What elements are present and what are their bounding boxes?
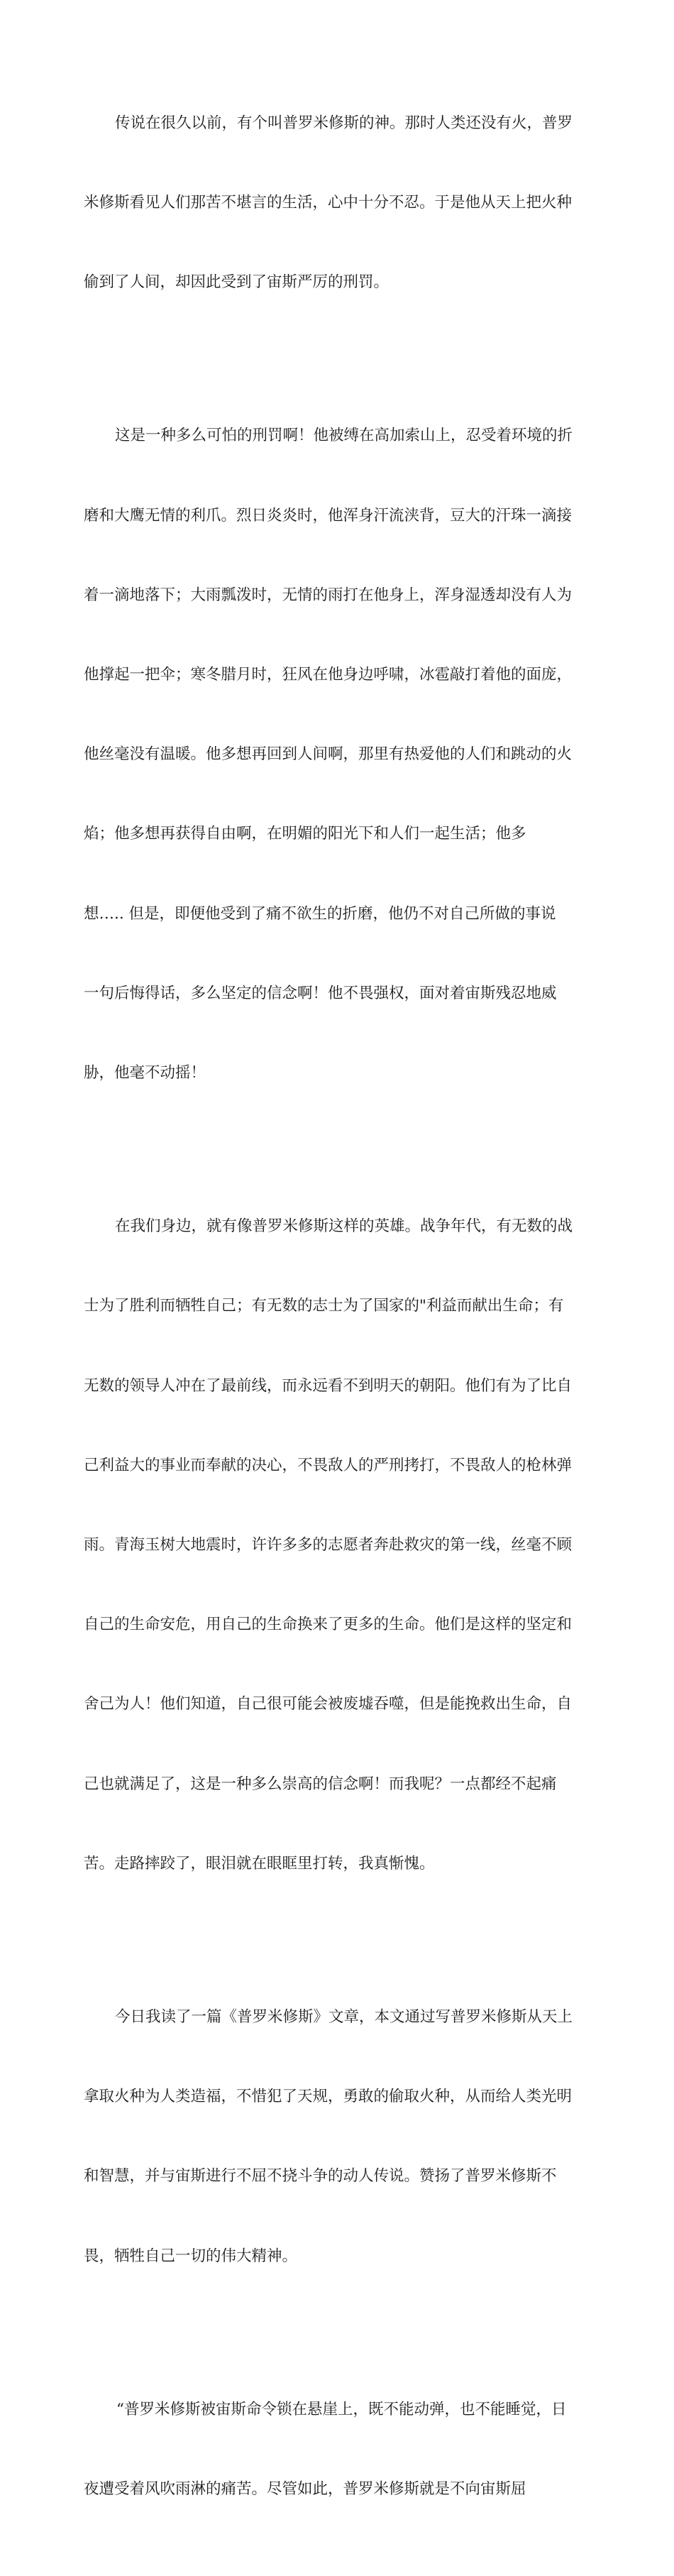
text-line: 在我们身边，就有像普罗米修斯这样的英雄。战争年代，有无数的战 — [115, 1217, 573, 1236]
text-line: 米修斯看见人们那苦不堪言的生活，心中十分不忍。于是他从天上把火种 — [84, 194, 573, 212]
text-line: 己利益大的事业而奉献的决心，不畏敌人的严刑拷打，不畏敌人的枪林弹 — [84, 1456, 573, 1474]
text-line: 无数的领导人冲在了最前线，而永远看不到明天的朝阳。他们有为了比自 — [84, 1376, 573, 1395]
paragraph-2 — [84, 369, 596, 1139]
text-line: 夜遭受着风吹雨淋的痛苦。尽管如此，普罗米修斯就是不向宙斯屈 — [84, 2479, 526, 2498]
text-line: 他丝毫没有温暖。他多想再回到人间啊，那里有热爱他的人们和跳动的火 — [84, 745, 573, 764]
text-line: 想….. 但是，即便他受到了痛不欲生的折磨，他仍不对自己所做的事说 — [84, 904, 556, 923]
text-line: 偷到了人间，却因此受到了宙斯严厉的刑罚。 — [84, 273, 390, 292]
text-line: 士为了胜利而牺牲自己；有无数的志士为了国家的"利益而献出生命；有 — [84, 1297, 564, 1315]
text-line: 一句后悔得话，多么坚定的信念啊！他不畏强权，面对着宙斯残忍地威 — [84, 984, 557, 1002]
text-line: 苦。走路摔跤了，眼泪就在眼眶里打转，我真惭愧。 — [84, 1854, 435, 1873]
text-line: 他撑起一把伞；寒冬腊月时，狂风在他身边呼啸，冰雹敲打着他的面庞， — [84, 665, 573, 684]
text-line: 畏，牺牲自己一切的伟大精神。 — [84, 2247, 298, 2265]
text-line: 今日我读了一篇《普罗米修斯》文章，本文通过写普罗米修斯从天上 — [115, 2007, 573, 2026]
paragraph-1 — [84, 57, 596, 349]
text-line: 和智慧，并与宙斯进行不屈不挠斗争的动人传说。赞扬了普罗米修斯不 — [84, 2167, 557, 2186]
paragraph-4 — [84, 1951, 596, 2323]
text-line: 舍己为人！他们知道，自己很可能会被废墟吞噬，但是能挽救出生命，自 — [84, 1695, 573, 1714]
text-line: 自己的生命安危，用自己的生命换来了更多的生命。他们是这样的坚定和 — [84, 1616, 573, 1634]
text-line: 着一滴地落下；大雨瓢泼时，无情的雨打在他身上，浑身湿透却没有人为 — [84, 586, 573, 604]
text-line: 胁，他毫不动摇！ — [84, 1064, 206, 1083]
text-line: 磨和大鹰无情的利爪。烈日炎炎时，他浑身汗流浃背，豆大的汗珠一滴接 — [84, 506, 573, 525]
text-line: “普罗米修斯被宙斯命令锁在悬崖上，既不能动弹，也不能睡觉，日 — [116, 2400, 567, 2418]
text-line: 焰；他多想再获得自由啊，在明媚的阳光下和人们一起生活；他多 — [84, 825, 526, 843]
paragraph-3 — [84, 1160, 596, 1930]
document-body — [84, 57, 596, 2576]
text-line: 己也就满足了，这是一种多么崇高的信念啊！而我呢？一点都经不起痛 — [84, 1775, 557, 1793]
text-line: 雨。青海玉树大地震时，许许多多的志愿者奔赴救灾的第一线，丝毫不顾 — [84, 1535, 573, 1554]
text-line: 拿取火种为人类造福，不惜犯了天规，勇敢的偷取火种，从而给人类光明 — [84, 2088, 573, 2106]
text-line: 传说在很久以前，有个叫普罗米修斯的神。那时人类还没有火，普罗 — [115, 114, 573, 132]
paragraph-5 — [84, 2343, 596, 2555]
text-line: 这是一种多么可怕的刑罚啊！他被缚在高加索山上，忍受着环境的折 — [115, 427, 573, 445]
